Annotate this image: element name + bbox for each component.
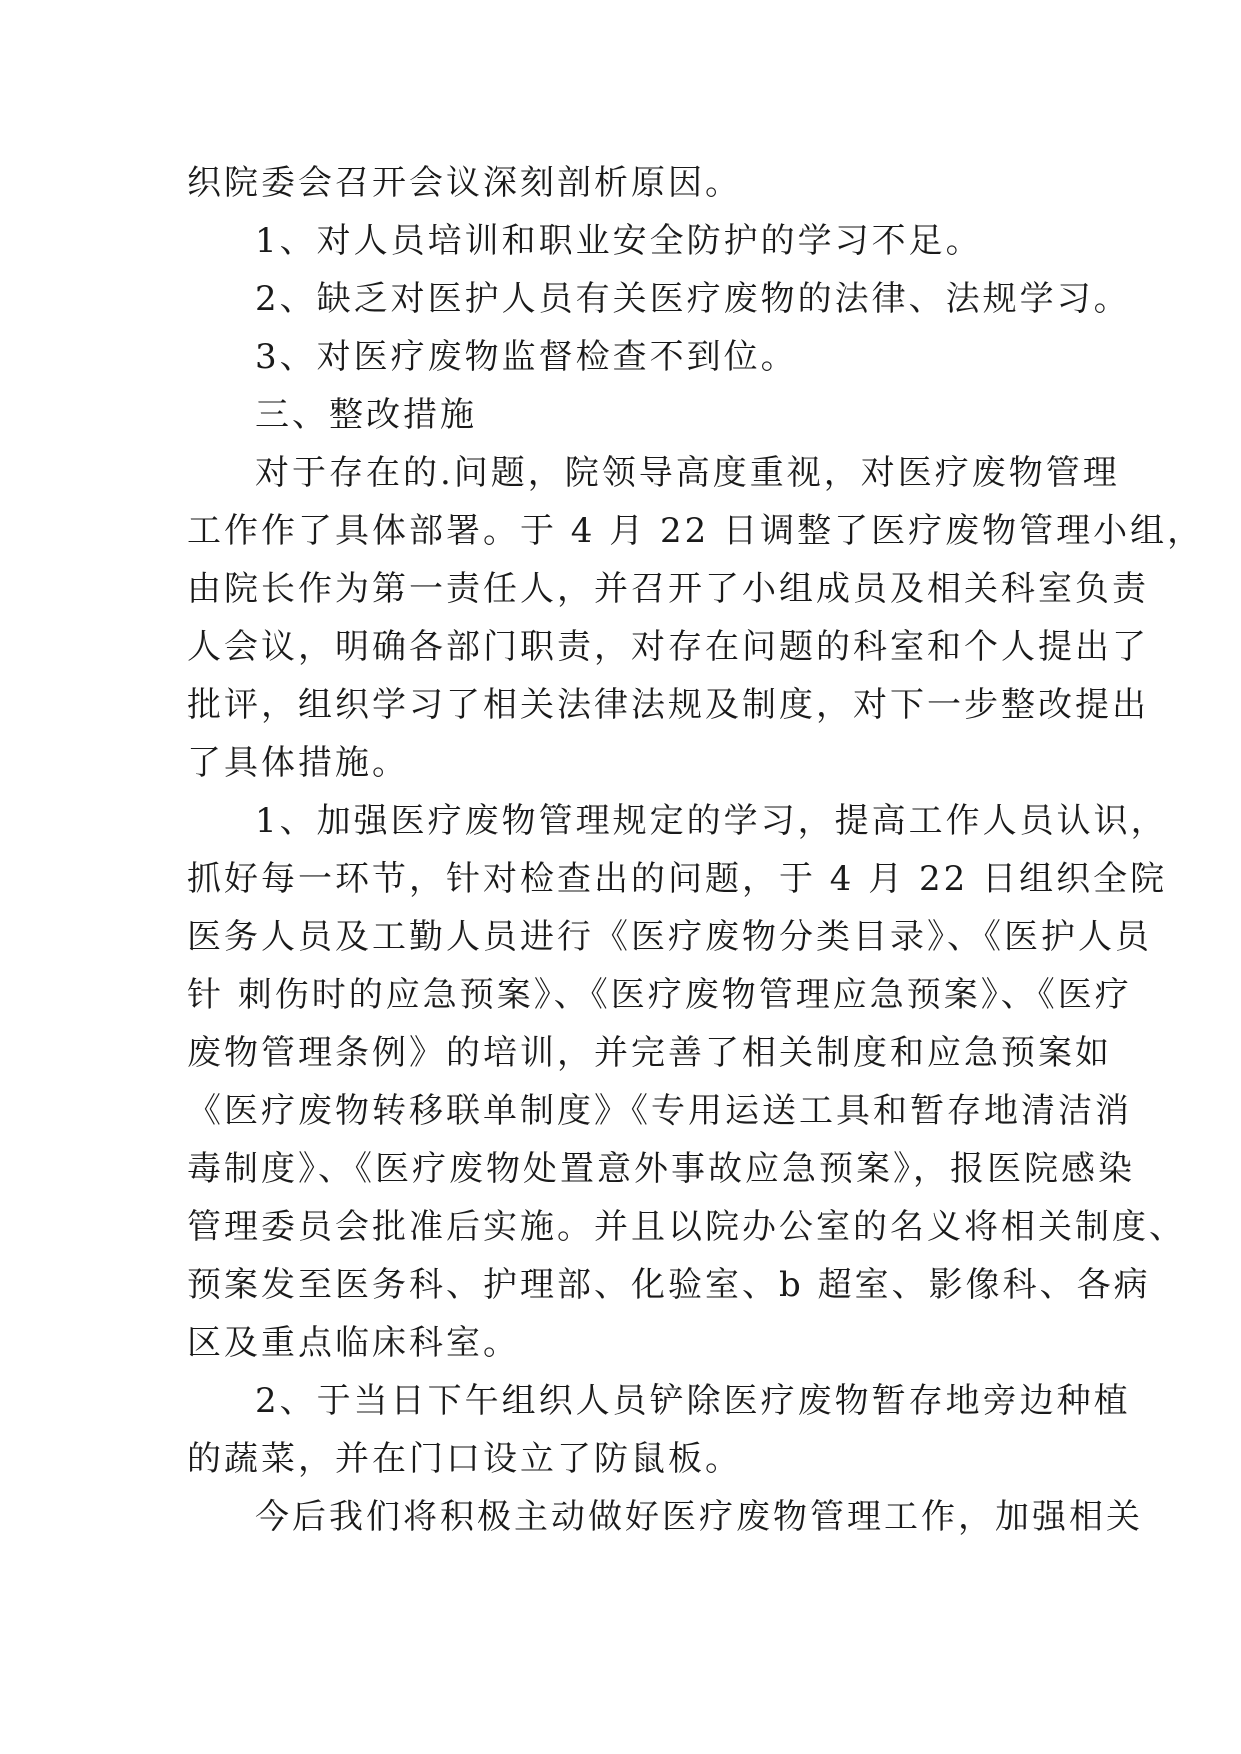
text-line: 了具体措施。 [187, 743, 409, 783]
text-line: 管理委员会批准后实施。并且以院办公室的名义将相关制度、 [187, 1207, 1186, 1247]
text-line: 废物管理条例》的培训，并完善了相关制度和应急预案如 [187, 1033, 1112, 1073]
text-line: 1、对人员培训和职业安全防护的学习不足。 [255, 221, 983, 261]
text-line: 医务人员及工勤人员进行《医疗废物分类目录》、《医护人员 [187, 917, 1152, 957]
text-line: 2、缺乏对医护人员有关医疗废物的法律、法规学习。 [255, 279, 1131, 319]
text-line: 织院委会召开会议深刻剖析原因。 [187, 163, 742, 203]
text-line: 《医疗废物转移联单制度》《专用运送工具和暂存地清洁消 [187, 1091, 1132, 1131]
text-line: 毒制度》、《医疗废物处置意外事故应急预案》，报医院感染 [187, 1149, 1135, 1189]
text-line: 2、于当日下午组织人员铲除医疗废物暂存地旁边种植 [255, 1381, 1131, 1421]
text-line: 对于存在的.问题，院领导高度重视，对医疗废物管理 [255, 453, 1120, 493]
text-line: 人会议，明确各部门职责，对存在问题的科室和个人提出了 [187, 627, 1149, 667]
text-line: 今后我们将积极主动做好医疗废物管理工作，加强相关 [255, 1497, 1143, 1537]
text-line: 区及重点临床科室。 [187, 1323, 520, 1363]
text-line: 抓好每一环节，针对检查出的问题，于 4 月 22 日组织全院 [187, 859, 1168, 899]
text-line: 工作作了具体部署。于 4 月 22 日调整了医疗废物管理小组， [187, 511, 1205, 551]
text-line: 的蔬菜，并在门口设立了防鼠板。 [187, 1439, 742, 1479]
text-line: 1、加强医疗废物管理规定的学习，提高工作人员认识， [255, 801, 1168, 841]
text-line: 批评，组织学习了相关法律法规及制度，对下一步整改提出 [187, 685, 1149, 725]
text-line: 3、对医疗废物监督检查不到位。 [255, 337, 798, 377]
text-line: 预案发至医务科、护理部、化验室、b 超室、影像科、各病 [187, 1265, 1151, 1305]
section-heading: 三、整改措施 [255, 395, 477, 435]
text-line: 由院长作为第一责任人，并召开了小组成员及相关科室负责 [187, 569, 1149, 609]
document-body [187, 154, 1205, 1546]
text-line: 针 刺伤时的应急预案》、《医疗废物管理应急预案》、《医疗 [187, 975, 1132, 1015]
